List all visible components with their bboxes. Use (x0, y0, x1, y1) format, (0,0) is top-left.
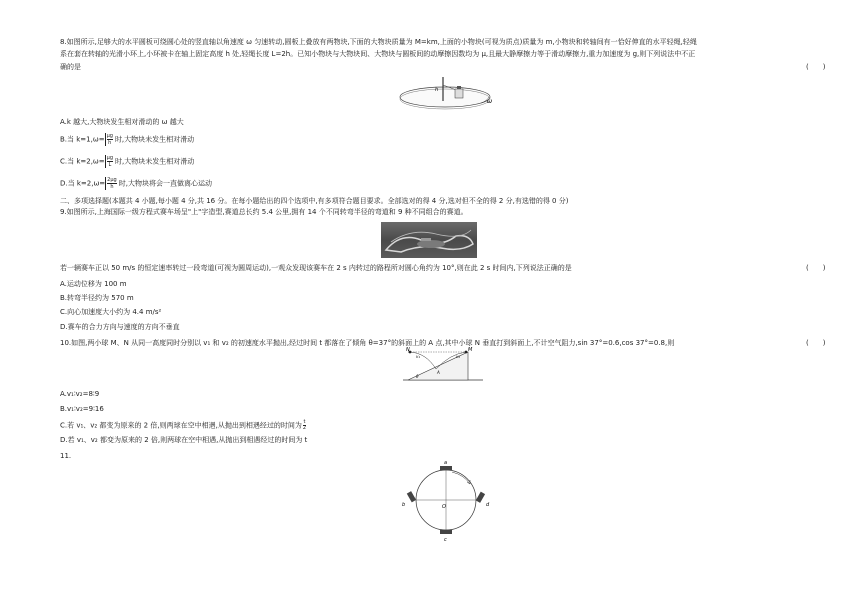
section-2-header: 二、多项选择题(本题共 4 小题,每小题 4 分,共 16 分。在每小题给出的四个选项中,有多项符合题目要求。全部选对的得 4 分,选对但不全的得 2 分,有选错的得 0 分) (60, 197, 569, 205)
q9-line2: 若一辆赛车正以 50 m/s 的恒定速率转过一段弯道(可视为圆周运动),一观众发现该赛车在 2 s 内转过的路程所对圆心角约为 10°,则在此 2 s 时间内,下列说法正确的是 (60, 264, 572, 272)
disk-ellipse (400, 87, 493, 107)
q9-option-a: A.运动位移为 100 m (60, 280, 127, 288)
label-v1: v₁ (416, 354, 420, 359)
label-theta: θ (416, 374, 419, 379)
q9-answer-paren: ( ) (806, 264, 826, 272)
q8-answer-paren: ( ) (806, 63, 826, 71)
q8-option-b: B.当 k=1,ω= $\frac{\mu g}{h}$ 时,大物块未发生相对滑动 (60, 133, 195, 146)
q9-option-b: B.转弯半径约为 570 m (60, 294, 134, 302)
label-m: M (468, 347, 473, 353)
q10-line1: 10.如图,两小球 M、N 从同一高度同时分别以 v₁ 和 v₂ 的初速度水平抛出,经过时间 t 都落在了倾角 θ=37°的斜面上的 A 点,其中小球 N 垂直打到斜面上,不计空气阻力,sin 37°=0.6,cos 37°=0.8,则 (60, 339, 675, 347)
block-c (440, 530, 452, 534)
q9-racetrack-photo (381, 222, 477, 258)
q10-option-d: D.若 v₁、v₂ 都变为原来的 2 倍,则两球在空中相遇,从抛出到相遇经过的时间为 t (60, 436, 308, 444)
q8-line1: 8.如图所示,足够大的水平圆板可绕圆心处的竖直轴以角速度 ω 匀速转动,圆板上叠放有两物块,下面的大物块质量为 M=km,上面的小物块(可视为质点)质量为 m,小物块和转轴间有一恰好伸直的水平轻绳,轻绳 (60, 38, 697, 46)
q9-option-c: C.向心加速度大小约为 4.4 m/s² (60, 308, 162, 316)
block-b (407, 491, 416, 502)
q11-circle-figure (400, 458, 492, 542)
q10-option-b: B.v₁∶v₂=9∶16 (60, 405, 104, 413)
q10-answer-paren: ( ) (806, 339, 826, 347)
ball-m (465, 351, 468, 354)
q10-projectile-figure (398, 346, 488, 386)
block-d (476, 492, 485, 503)
label-b: b (402, 502, 406, 508)
q8-option-c: C.当 k=2,ω= $\frac{\mu g}{L}$ 时,大物块未发生相对滑动 (60, 155, 195, 168)
q8-disk-figure (395, 75, 505, 115)
q9-option-d: D.赛车的合力方向与速度的方向不垂直 (60, 323, 180, 331)
label-a: A (437, 370, 440, 375)
h-label: h (435, 87, 439, 93)
label-c: c (444, 537, 447, 542)
q8-line2: 系在套在转轴的光滑小环上,小环被卡在轴上固定高度 h 处,轻绳长度 L=2h。已知小物块与大物块间、大物块与圆板间的动摩擦因数均为 μ,且最大静摩擦力等于滑动摩擦力,重力加速度为 g,则下列说法中不正 (60, 50, 696, 58)
label-o: O (442, 504, 446, 510)
label-d: d (486, 502, 490, 508)
trajectory-n (410, 352, 436, 369)
q8-option-d: D.当 k=2,ω= $\frac{2\mu g}{h}$ 时,大物块将会一直做离心运动 (60, 177, 212, 190)
label-v2: v₂ (456, 354, 460, 359)
q8-line3: 确的是 (60, 63, 81, 71)
small-block (457, 86, 461, 89)
big-block (455, 89, 463, 98)
label-n: N (406, 347, 410, 353)
q10-option-c: C.若 v₁、v₂ 都变为原来的 2 倍,则两球在空中相遇,从抛出到相遇经过的时间为 $\frac{t}{2}$ (60, 419, 307, 431)
q11-label: 11. (60, 452, 72, 460)
label-a: a (444, 460, 448, 466)
q10-option-a: A.v₁∶v₂=8∶9 (60, 390, 100, 398)
block-a (440, 466, 452, 470)
omega-label: ω (487, 98, 493, 105)
q9-line1: 9.如图所示,上海国际一级方程式赛车场呈"上"字造型,赛道总长约 5.4 公里,拥有 14 个不同转弯半径的弯道和 9 种不同组合的赛道。 (60, 208, 468, 216)
q8-option-a: A.k 越大,大物块发生相对滑动的 ω 越大 (60, 118, 184, 126)
